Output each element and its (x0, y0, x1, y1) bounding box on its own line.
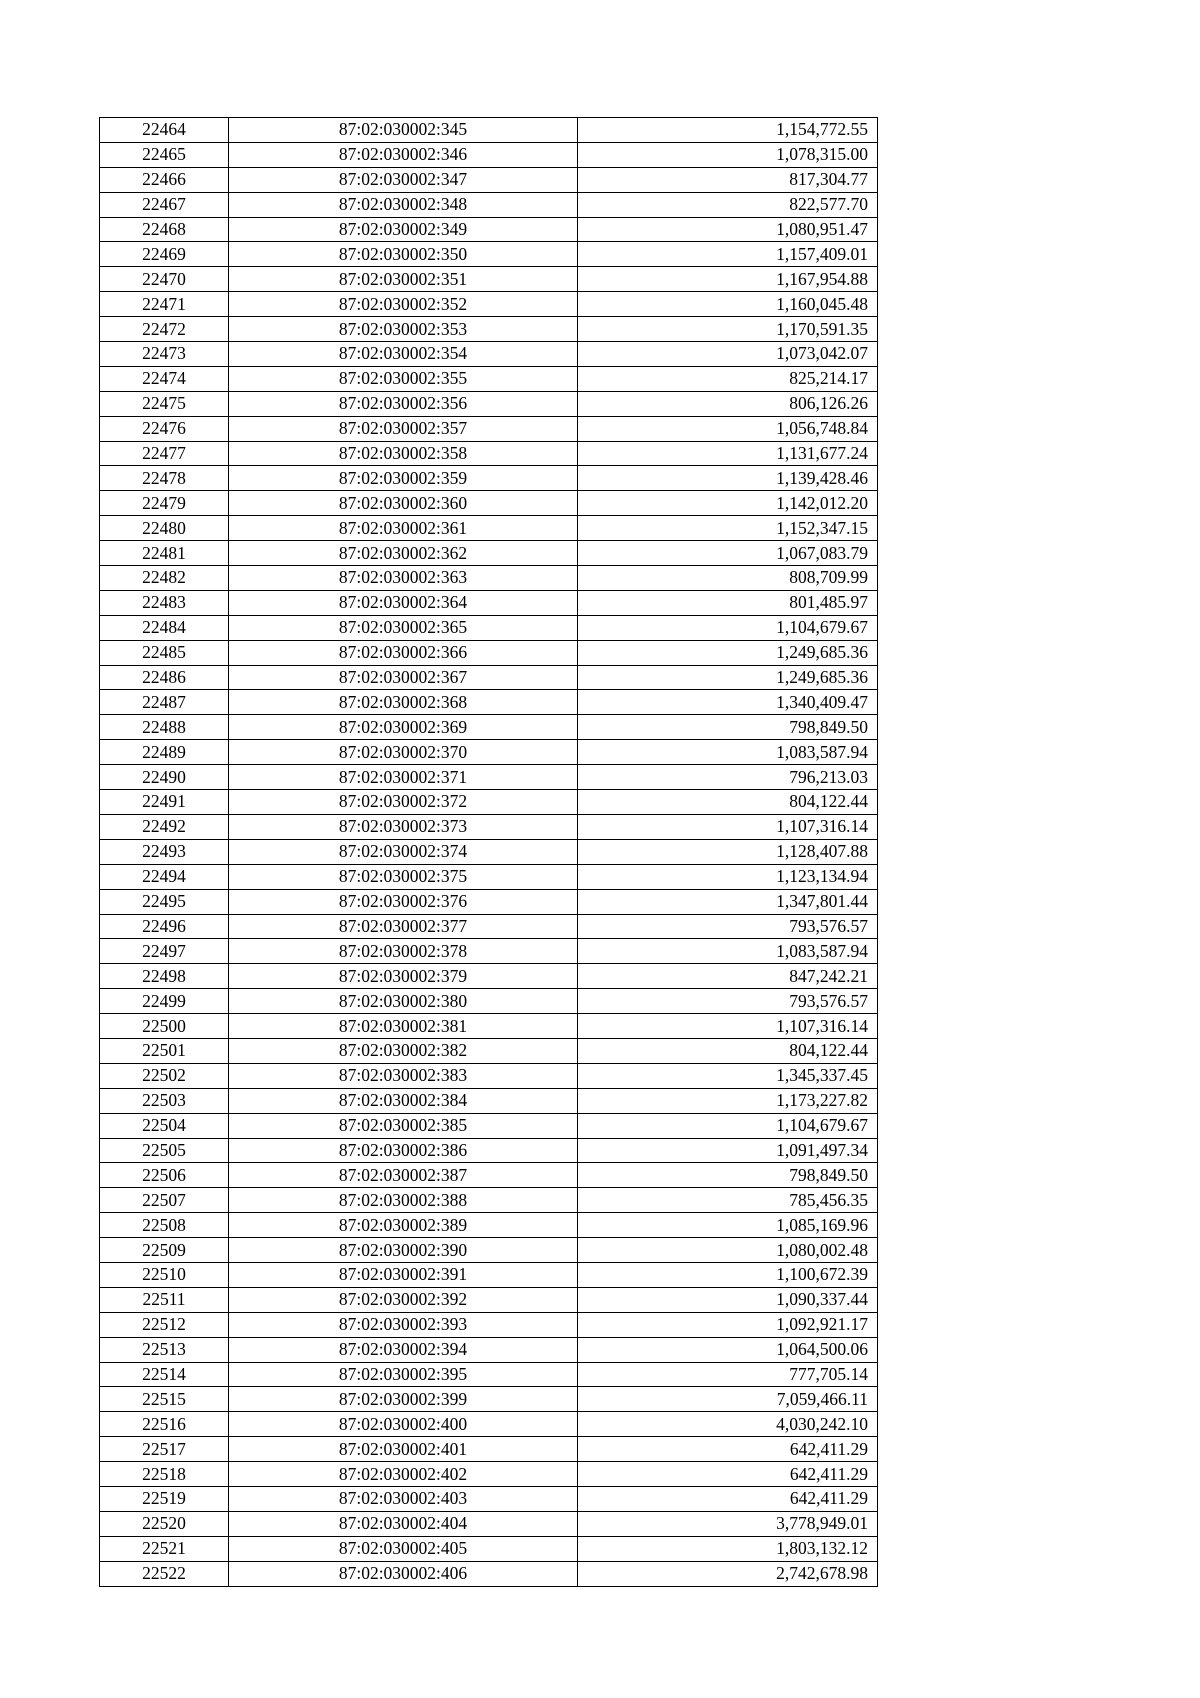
table-row (100, 242, 878, 267)
value-cell: 1,128,407.88 (578, 839, 878, 864)
cadastral-number-cell: 87:02:030002:378 (229, 939, 578, 964)
row-number-cell: 22465 (100, 142, 229, 167)
cadastral-number-cell: 87:02:030002:383 (229, 1063, 578, 1088)
row-number-cell: 22468 (100, 217, 229, 242)
table-row (100, 317, 878, 342)
cadastral-number-cell: 87:02:030002:368 (229, 690, 578, 715)
row-number-cell: 22471 (100, 292, 229, 317)
table-row (100, 167, 878, 192)
table-row (100, 1213, 878, 1238)
value-cell: 785,456.35 (578, 1188, 878, 1213)
value-cell: 1,160,045.48 (578, 292, 878, 317)
cadastral-number-cell: 87:02:030002:399 (229, 1387, 578, 1412)
table-row (100, 1014, 878, 1039)
cadastral-number-cell: 87:02:030002:359 (229, 466, 578, 491)
value-cell: 1,154,772.55 (578, 118, 878, 143)
table-row (100, 989, 878, 1014)
cadastral-number-cell: 87:02:030002:365 (229, 615, 578, 640)
table-row (100, 1511, 878, 1536)
table-row (100, 1188, 878, 1213)
cadastral-number-cell: 87:02:030002:373 (229, 814, 578, 839)
row-number-cell: 22516 (100, 1412, 229, 1437)
row-number-cell: 22489 (100, 740, 229, 765)
cadastral-number-cell: 87:02:030002:362 (229, 541, 578, 566)
table-row (100, 740, 878, 765)
value-cell: 1,173,227.82 (578, 1088, 878, 1113)
cadastral-number-cell: 87:02:030002:394 (229, 1337, 578, 1362)
table-row (100, 217, 878, 242)
table-row (100, 267, 878, 292)
value-cell: 1,249,685.36 (578, 640, 878, 665)
row-number-cell: 22500 (100, 1014, 229, 1039)
value-cell: 1,080,951.47 (578, 217, 878, 242)
table-row (100, 1038, 878, 1063)
table-row (100, 864, 878, 889)
table-row (100, 441, 878, 466)
row-number-cell: 22469 (100, 242, 229, 267)
row-number-cell: 22473 (100, 342, 229, 367)
row-number-cell: 22501 (100, 1038, 229, 1063)
table-row (100, 615, 878, 640)
value-cell: 1,090,337.44 (578, 1287, 878, 1312)
value-cell: 1,345,337.45 (578, 1063, 878, 1088)
table-row (100, 118, 878, 143)
value-cell: 1,107,316.14 (578, 1014, 878, 1039)
cadastral-number-cell: 87:02:030002:370 (229, 740, 578, 765)
value-cell: 642,411.29 (578, 1462, 878, 1487)
table-row (100, 1462, 878, 1487)
row-number-cell: 22517 (100, 1437, 229, 1462)
row-number-cell: 22481 (100, 541, 229, 566)
cadastral-number-cell: 87:02:030002:360 (229, 491, 578, 516)
table-row (100, 690, 878, 715)
cadastral-number-cell: 87:02:030002:374 (229, 839, 578, 864)
row-number-cell: 22497 (100, 939, 229, 964)
table-row (100, 590, 878, 615)
value-cell: 1,085,169.96 (578, 1213, 878, 1238)
row-number-cell: 22508 (100, 1213, 229, 1238)
value-cell: 1,091,497.34 (578, 1138, 878, 1163)
cadastral-number-cell: 87:02:030002:376 (229, 889, 578, 914)
value-cell: 1,142,012.20 (578, 491, 878, 516)
table-row (100, 765, 878, 790)
cadastral-number-cell: 87:02:030002:364 (229, 590, 578, 615)
value-cell: 798,849.50 (578, 715, 878, 740)
table-row (100, 640, 878, 665)
cadastral-number-cell: 87:02:030002:350 (229, 242, 578, 267)
row-number-cell: 22491 (100, 790, 229, 815)
value-cell: 1,078,315.00 (578, 142, 878, 167)
row-number-cell: 22514 (100, 1362, 229, 1387)
cadastral-number-cell: 87:02:030002:405 (229, 1536, 578, 1561)
row-number-cell: 22506 (100, 1163, 229, 1188)
value-cell: 642,411.29 (578, 1486, 878, 1511)
value-cell: 804,122.44 (578, 1038, 878, 1063)
cadastral-number-cell: 87:02:030002:391 (229, 1262, 578, 1287)
row-number-cell: 22475 (100, 391, 229, 416)
cadastral-number-cell: 87:02:030002:363 (229, 566, 578, 591)
value-cell: 777,705.14 (578, 1362, 878, 1387)
value-cell: 804,122.44 (578, 790, 878, 815)
table-row (100, 516, 878, 541)
cadastral-number-cell: 87:02:030002:355 (229, 366, 578, 391)
row-number-cell: 22511 (100, 1287, 229, 1312)
value-cell: 1,131,677.24 (578, 441, 878, 466)
cadastral-number-cell: 87:02:030002:389 (229, 1213, 578, 1238)
cadastral-number-cell: 87:02:030002:381 (229, 1014, 578, 1039)
value-cell: 1,170,591.35 (578, 317, 878, 342)
value-cell: 847,242.21 (578, 964, 878, 989)
table-row (100, 814, 878, 839)
cadastral-number-cell: 87:02:030002:388 (229, 1188, 578, 1213)
table-row (100, 541, 878, 566)
cadastral-number-cell: 87:02:030002:375 (229, 864, 578, 889)
row-number-cell: 22470 (100, 267, 229, 292)
value-cell: 1,107,316.14 (578, 814, 878, 839)
cadastral-number-cell: 87:02:030002:401 (229, 1437, 578, 1462)
cadastral-number-cell: 87:02:030002:390 (229, 1238, 578, 1263)
table-row (100, 889, 878, 914)
value-cell: 793,576.57 (578, 914, 878, 939)
table-row (100, 466, 878, 491)
row-number-cell: 22474 (100, 366, 229, 391)
value-cell: 1,083,587.94 (578, 740, 878, 765)
row-number-cell: 22494 (100, 864, 229, 889)
value-cell: 1,249,685.36 (578, 665, 878, 690)
table-row (100, 1412, 878, 1437)
row-number-cell: 22467 (100, 192, 229, 217)
table-row (100, 1437, 878, 1462)
table-body (100, 118, 878, 1587)
table-row (100, 790, 878, 815)
table-row (100, 1486, 878, 1511)
table-row (100, 1337, 878, 1362)
cadastral-number-cell: 87:02:030002:393 (229, 1312, 578, 1337)
cadastral-number-cell: 87:02:030002:392 (229, 1287, 578, 1312)
row-number-cell: 22488 (100, 715, 229, 740)
row-number-cell: 22510 (100, 1262, 229, 1287)
value-cell: 817,304.77 (578, 167, 878, 192)
cadastral-number-cell: 87:02:030002:382 (229, 1038, 578, 1063)
cadastral-number-cell: 87:02:030002:349 (229, 217, 578, 242)
row-number-cell: 22492 (100, 814, 229, 839)
cadastral-number-cell: 87:02:030002:353 (229, 317, 578, 342)
cadastral-number-cell: 87:02:030002:403 (229, 1486, 578, 1511)
value-cell: 1,080,002.48 (578, 1238, 878, 1263)
row-number-cell: 22496 (100, 914, 229, 939)
row-number-cell: 22483 (100, 590, 229, 615)
row-number-cell: 22498 (100, 964, 229, 989)
value-cell: 808,709.99 (578, 566, 878, 591)
cadastral-number-cell: 87:02:030002:348 (229, 192, 578, 217)
table-row (100, 566, 878, 591)
cadastral-number-cell: 87:02:030002:351 (229, 267, 578, 292)
value-cell: 1,064,500.06 (578, 1337, 878, 1362)
value-cell: 822,577.70 (578, 192, 878, 217)
row-number-cell: 22522 (100, 1561, 229, 1586)
row-number-cell: 22495 (100, 889, 229, 914)
cadastral-number-cell: 87:02:030002:371 (229, 765, 578, 790)
row-number-cell: 22472 (100, 317, 229, 342)
table-row (100, 1238, 878, 1263)
row-number-cell: 22466 (100, 167, 229, 192)
row-number-cell: 22515 (100, 1387, 229, 1412)
cadastral-number-cell: 87:02:030002:366 (229, 640, 578, 665)
cadastral-number-cell: 87:02:030002:386 (229, 1138, 578, 1163)
cadastral-number-cell: 87:02:030002:384 (229, 1088, 578, 1113)
value-cell: 793,576.57 (578, 989, 878, 1014)
value-cell: 1,167,954.88 (578, 267, 878, 292)
cadastral-number-cell: 87:02:030002:345 (229, 118, 578, 143)
row-number-cell: 22507 (100, 1188, 229, 1213)
table-row (100, 1138, 878, 1163)
row-number-cell: 22476 (100, 416, 229, 441)
table-row (100, 491, 878, 516)
table-row (100, 1561, 878, 1586)
cadastral-number-cell: 87:02:030002:347 (229, 167, 578, 192)
row-number-cell: 22477 (100, 441, 229, 466)
row-number-cell: 22504 (100, 1113, 229, 1138)
table-row (100, 1287, 878, 1312)
row-number-cell: 22499 (100, 989, 229, 1014)
row-number-cell: 22479 (100, 491, 229, 516)
value-cell: 1,340,409.47 (578, 690, 878, 715)
value-cell: 1,056,748.84 (578, 416, 878, 441)
cadastral-number-cell: 87:02:030002:346 (229, 142, 578, 167)
row-number-cell: 22518 (100, 1462, 229, 1487)
value-cell: 642,411.29 (578, 1437, 878, 1462)
row-number-cell: 22509 (100, 1238, 229, 1263)
table-row (100, 192, 878, 217)
table-row (100, 292, 878, 317)
cadastral-number-cell: 87:02:030002:356 (229, 391, 578, 416)
value-cell: 1,123,134.94 (578, 864, 878, 889)
cadastral-number-cell: 87:02:030002:404 (229, 1511, 578, 1536)
row-number-cell: 22484 (100, 615, 229, 640)
row-number-cell: 22521 (100, 1536, 229, 1561)
row-number-cell: 22520 (100, 1511, 229, 1536)
table-row (100, 416, 878, 441)
table-row (100, 1262, 878, 1287)
table-row (100, 1362, 878, 1387)
value-cell: 2,742,678.98 (578, 1561, 878, 1586)
value-cell: 1,073,042.07 (578, 342, 878, 367)
value-cell: 1,104,679.67 (578, 1113, 878, 1138)
table-row (100, 1387, 878, 1412)
row-number-cell: 22485 (100, 640, 229, 665)
row-number-cell: 22478 (100, 466, 229, 491)
value-cell: 796,213.03 (578, 765, 878, 790)
table-row (100, 715, 878, 740)
row-number-cell: 22480 (100, 516, 229, 541)
table-row (100, 839, 878, 864)
cadastral-number-cell: 87:02:030002:372 (229, 790, 578, 815)
value-cell: 1,092,921.17 (578, 1312, 878, 1337)
value-cell: 801,485.97 (578, 590, 878, 615)
cadastral-number-cell: 87:02:030002:357 (229, 416, 578, 441)
row-number-cell: 22503 (100, 1088, 229, 1113)
row-number-cell: 22490 (100, 765, 229, 790)
value-cell: 1,139,428.46 (578, 466, 878, 491)
row-number-cell: 22487 (100, 690, 229, 715)
cadastral-number-cell: 87:02:030002:395 (229, 1362, 578, 1387)
value-cell: 1,100,672.39 (578, 1262, 878, 1287)
value-cell: 1,152,347.15 (578, 516, 878, 541)
value-cell: 1,157,409.01 (578, 242, 878, 267)
cadastral-number-cell: 87:02:030002:387 (229, 1163, 578, 1188)
row-number-cell: 22464 (100, 118, 229, 143)
cadastral-number-cell: 87:02:030002:358 (229, 441, 578, 466)
value-cell: 7,059,466.11 (578, 1387, 878, 1412)
table-row (100, 366, 878, 391)
cadastral-number-cell: 87:02:030002:402 (229, 1462, 578, 1487)
row-number-cell: 22482 (100, 566, 229, 591)
row-number-cell: 22505 (100, 1138, 229, 1163)
cadastral-number-cell: 87:02:030002:400 (229, 1412, 578, 1437)
value-cell: 4,030,242.10 (578, 1412, 878, 1437)
row-number-cell: 22519 (100, 1486, 229, 1511)
table-row (100, 1113, 878, 1138)
row-number-cell: 22513 (100, 1337, 229, 1362)
table-row (100, 665, 878, 690)
cadastral-number-cell: 87:02:030002:385 (229, 1113, 578, 1138)
value-cell: 798,849.50 (578, 1163, 878, 1188)
cadastral-number-cell: 87:02:030002:377 (229, 914, 578, 939)
cadastral-value-table (99, 117, 878, 1587)
cadastral-number-cell: 87:02:030002:369 (229, 715, 578, 740)
cadastral-number-cell: 87:02:030002:379 (229, 964, 578, 989)
table-row (100, 1536, 878, 1561)
value-cell: 806,126.26 (578, 391, 878, 416)
row-number-cell: 22512 (100, 1312, 229, 1337)
cadastral-number-cell: 87:02:030002:352 (229, 292, 578, 317)
table-row (100, 939, 878, 964)
cadastral-number-cell: 87:02:030002:361 (229, 516, 578, 541)
value-cell: 3,778,949.01 (578, 1511, 878, 1536)
cadastral-number-cell: 87:02:030002:367 (229, 665, 578, 690)
value-cell: 1,104,679.67 (578, 615, 878, 640)
table-row (100, 964, 878, 989)
table-row (100, 391, 878, 416)
table-row (100, 1063, 878, 1088)
cadastral-number-cell: 87:02:030002:406 (229, 1561, 578, 1586)
value-cell: 1,803,132.12 (578, 1536, 878, 1561)
table-row (100, 142, 878, 167)
value-cell: 1,067,083.79 (578, 541, 878, 566)
table-row (100, 1163, 878, 1188)
cadastral-number-cell: 87:02:030002:354 (229, 342, 578, 367)
cadastral-number-cell: 87:02:030002:380 (229, 989, 578, 1014)
table-row (100, 342, 878, 367)
row-number-cell: 22502 (100, 1063, 229, 1088)
table-row (100, 1312, 878, 1337)
value-cell: 1,347,801.44 (578, 889, 878, 914)
value-cell: 1,083,587.94 (578, 939, 878, 964)
table-row (100, 914, 878, 939)
row-number-cell: 22486 (100, 665, 229, 690)
value-cell: 825,214.17 (578, 366, 878, 391)
table-row (100, 1088, 878, 1113)
row-number-cell: 22493 (100, 839, 229, 864)
